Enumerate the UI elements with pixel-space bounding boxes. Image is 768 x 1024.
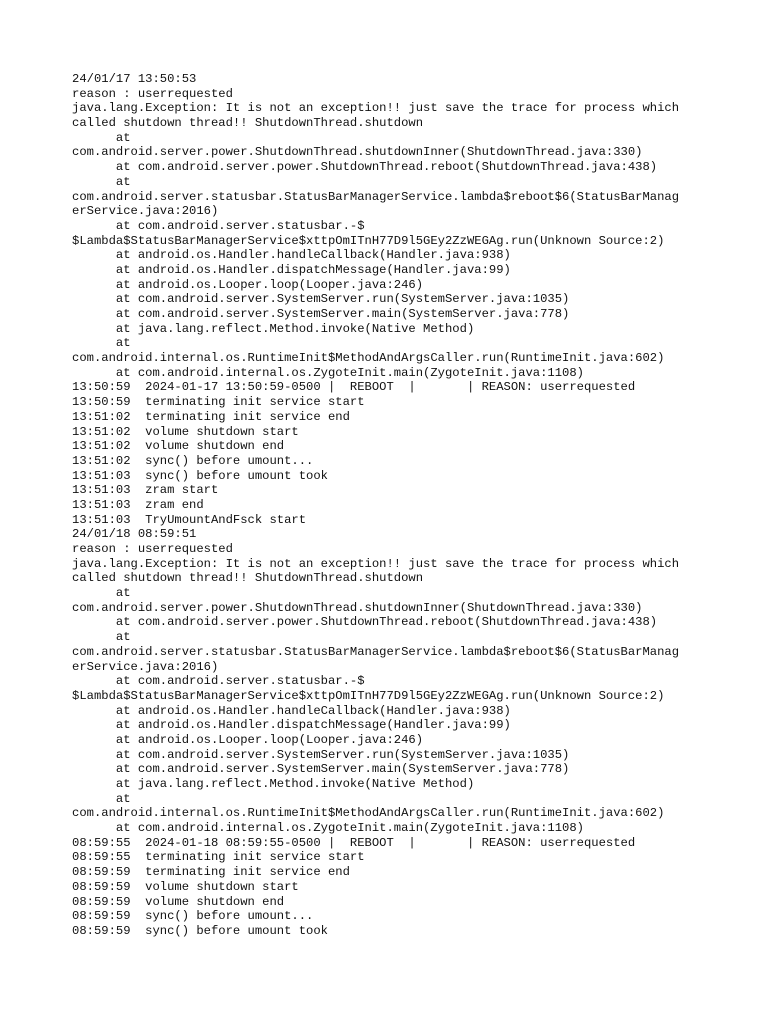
- log-line: at com.android.internal.os.ZygoteInit.main(ZygoteInit.java:1108): [72, 365, 584, 380]
- log-line: at android.os.Handler.handleCallback(Handler.java:938): [72, 248, 511, 263]
- log-line: com.android.server.power.ShutdownThread.shutdownInner(ShutdownThread.java:330): [72, 145, 643, 160]
- log-line: at: [72, 130, 131, 145]
- log-line: 13:51:02 volume shutdown end: [72, 439, 285, 454]
- log-line: 13:51:03 sync() before umount took: [72, 468, 328, 483]
- log-line: 13:51:02 volume shutdown start: [72, 424, 299, 439]
- log-line: at com.android.server.SystemServer.run(SystemServer.java:1035): [72, 292, 570, 307]
- log-line: 13:51:02 sync() before umount...: [72, 453, 314, 468]
- log-line: erService.java:2016): [72, 659, 219, 674]
- log-line: called shutdown thread!! ShutdownThread.shutdown: [72, 571, 424, 586]
- log-line: reason : userrequested: [72, 542, 233, 556]
- log-line: 08:59:55 terminating init service start: [72, 850, 365, 865]
- log-line: com.android.server.statusbar.StatusBarManagerService.lambda$reboot$6(StatusBarManag: [72, 189, 680, 204]
- log-line: at android.os.Handler.dispatchMessage(Handler.java:99): [72, 718, 511, 733]
- log-line: at android.os.Handler.dispatchMessage(Handler.java:99): [72, 262, 511, 277]
- log-line: at: [72, 791, 131, 806]
- log-line: 08:59:59 terminating init service end: [72, 865, 350, 880]
- log-line: 08:59:59 volume shutdown end: [72, 894, 285, 909]
- log-line: 13:50:59 2024-01-17 13:50:59-0500 | REBOOT | | REASON: userrequested: [72, 380, 636, 395]
- log-line: at: [72, 174, 131, 189]
- log-line: called shutdown thread!! ShutdownThread.shutdown: [72, 116, 424, 131]
- log-line: at java.lang.reflect.Method.invoke(Native Method): [72, 777, 475, 791]
- log-line: 24/01/18 08:59:51: [72, 527, 197, 542]
- log-line: 13:50:59 terminating init service start: [72, 395, 365, 410]
- log-line: com.android.server.power.ShutdownThread.shutdownInner(ShutdownThread.java:330): [72, 600, 643, 615]
- log-line: at: [72, 336, 131, 351]
- log-line: com.android.internal.os.RuntimeInit$MethodAndArgsCaller.run(RuntimeInit.java:602): [72, 806, 665, 821]
- log-line: at android.os.Looper.loop(Looper.java:246): [72, 277, 424, 292]
- log-line: $Lambda$StatusBarManagerService$xttpOmITnH77D9l5GEy2ZzWEGAg.run(Unknown Source:2): [72, 688, 665, 703]
- log-line: erService.java:2016): [72, 204, 219, 219]
- log-line: at com.android.server.power.ShutdownThread.reboot(ShutdownThread.java:438): [72, 615, 658, 630]
- log-line: at: [72, 630, 131, 645]
- log-line: at com.android.server.SystemServer.main(SystemServer.java:778): [72, 762, 570, 777]
- log-line: $Lambda$StatusBarManagerService$xttpOmITnH77D9l5GEy2ZzWEGAg.run(Unknown Source:2): [72, 233, 665, 248]
- log-line: at com.android.internal.os.ZygoteInit.main(ZygoteInit.java:1108): [72, 821, 584, 836]
- log-line: java.lang.Exception: It is not an exception!! just save the trace for process which: [72, 101, 680, 116]
- log-line: at com.android.server.SystemServer.run(SystemServer.java:1035): [72, 747, 570, 762]
- log-line: 08:59:59 sync() before umount took: [72, 923, 328, 938]
- log-line: 08:59:55 2024-01-18 08:59:55-0500 | REBOOT | | REASON: userrequested: [72, 835, 636, 850]
- log-line: 08:59:59 sync() before umount...: [72, 909, 314, 924]
- log-line: at java.lang.reflect.Method.invoke(Native Method): [72, 321, 475, 336]
- log-line: 08:59:59 volume shutdown start: [72, 879, 299, 894]
- log-line: at com.android.server.statusbar.-$: [72, 674, 365, 689]
- log-line: at: [72, 586, 131, 601]
- log-line: com.android.internal.os.RuntimeInit$MethodAndArgsCaller.run(RuntimeInit.java:602): [72, 351, 665, 366]
- log-line: 13:51:02 terminating init service end: [72, 409, 350, 424]
- log-line: java.lang.Exception: It is not an exception!! just save the trace for process which: [72, 556, 680, 571]
- log-line: at com.android.server.SystemServer.main(SystemServer.java:778): [72, 307, 570, 321]
- log-line: at android.os.Looper.loop(Looper.java:246): [72, 732, 424, 747]
- log-line: at com.android.server.power.ShutdownThread.reboot(ShutdownThread.java:438): [72, 160, 658, 175]
- log-line: at com.android.server.statusbar.-$: [72, 218, 365, 233]
- log-line: 13:51:03 TryUmountAndFsck start: [72, 512, 307, 527]
- log-line: 24/01/17 13:50:53: [72, 72, 197, 86]
- log-line: reason : userrequested: [72, 86, 233, 101]
- log-line: com.android.server.statusbar.StatusBarManagerService.lambda$reboot$6(StatusBarManag: [72, 644, 680, 659]
- log-text: [72, 72, 712, 939]
- log-line: 13:51:03 zram end: [72, 497, 204, 512]
- log-line: 13:51:03 zram start: [72, 483, 219, 498]
- log-line: at android.os.Handler.handleCallback(Handler.java:938): [72, 703, 511, 718]
